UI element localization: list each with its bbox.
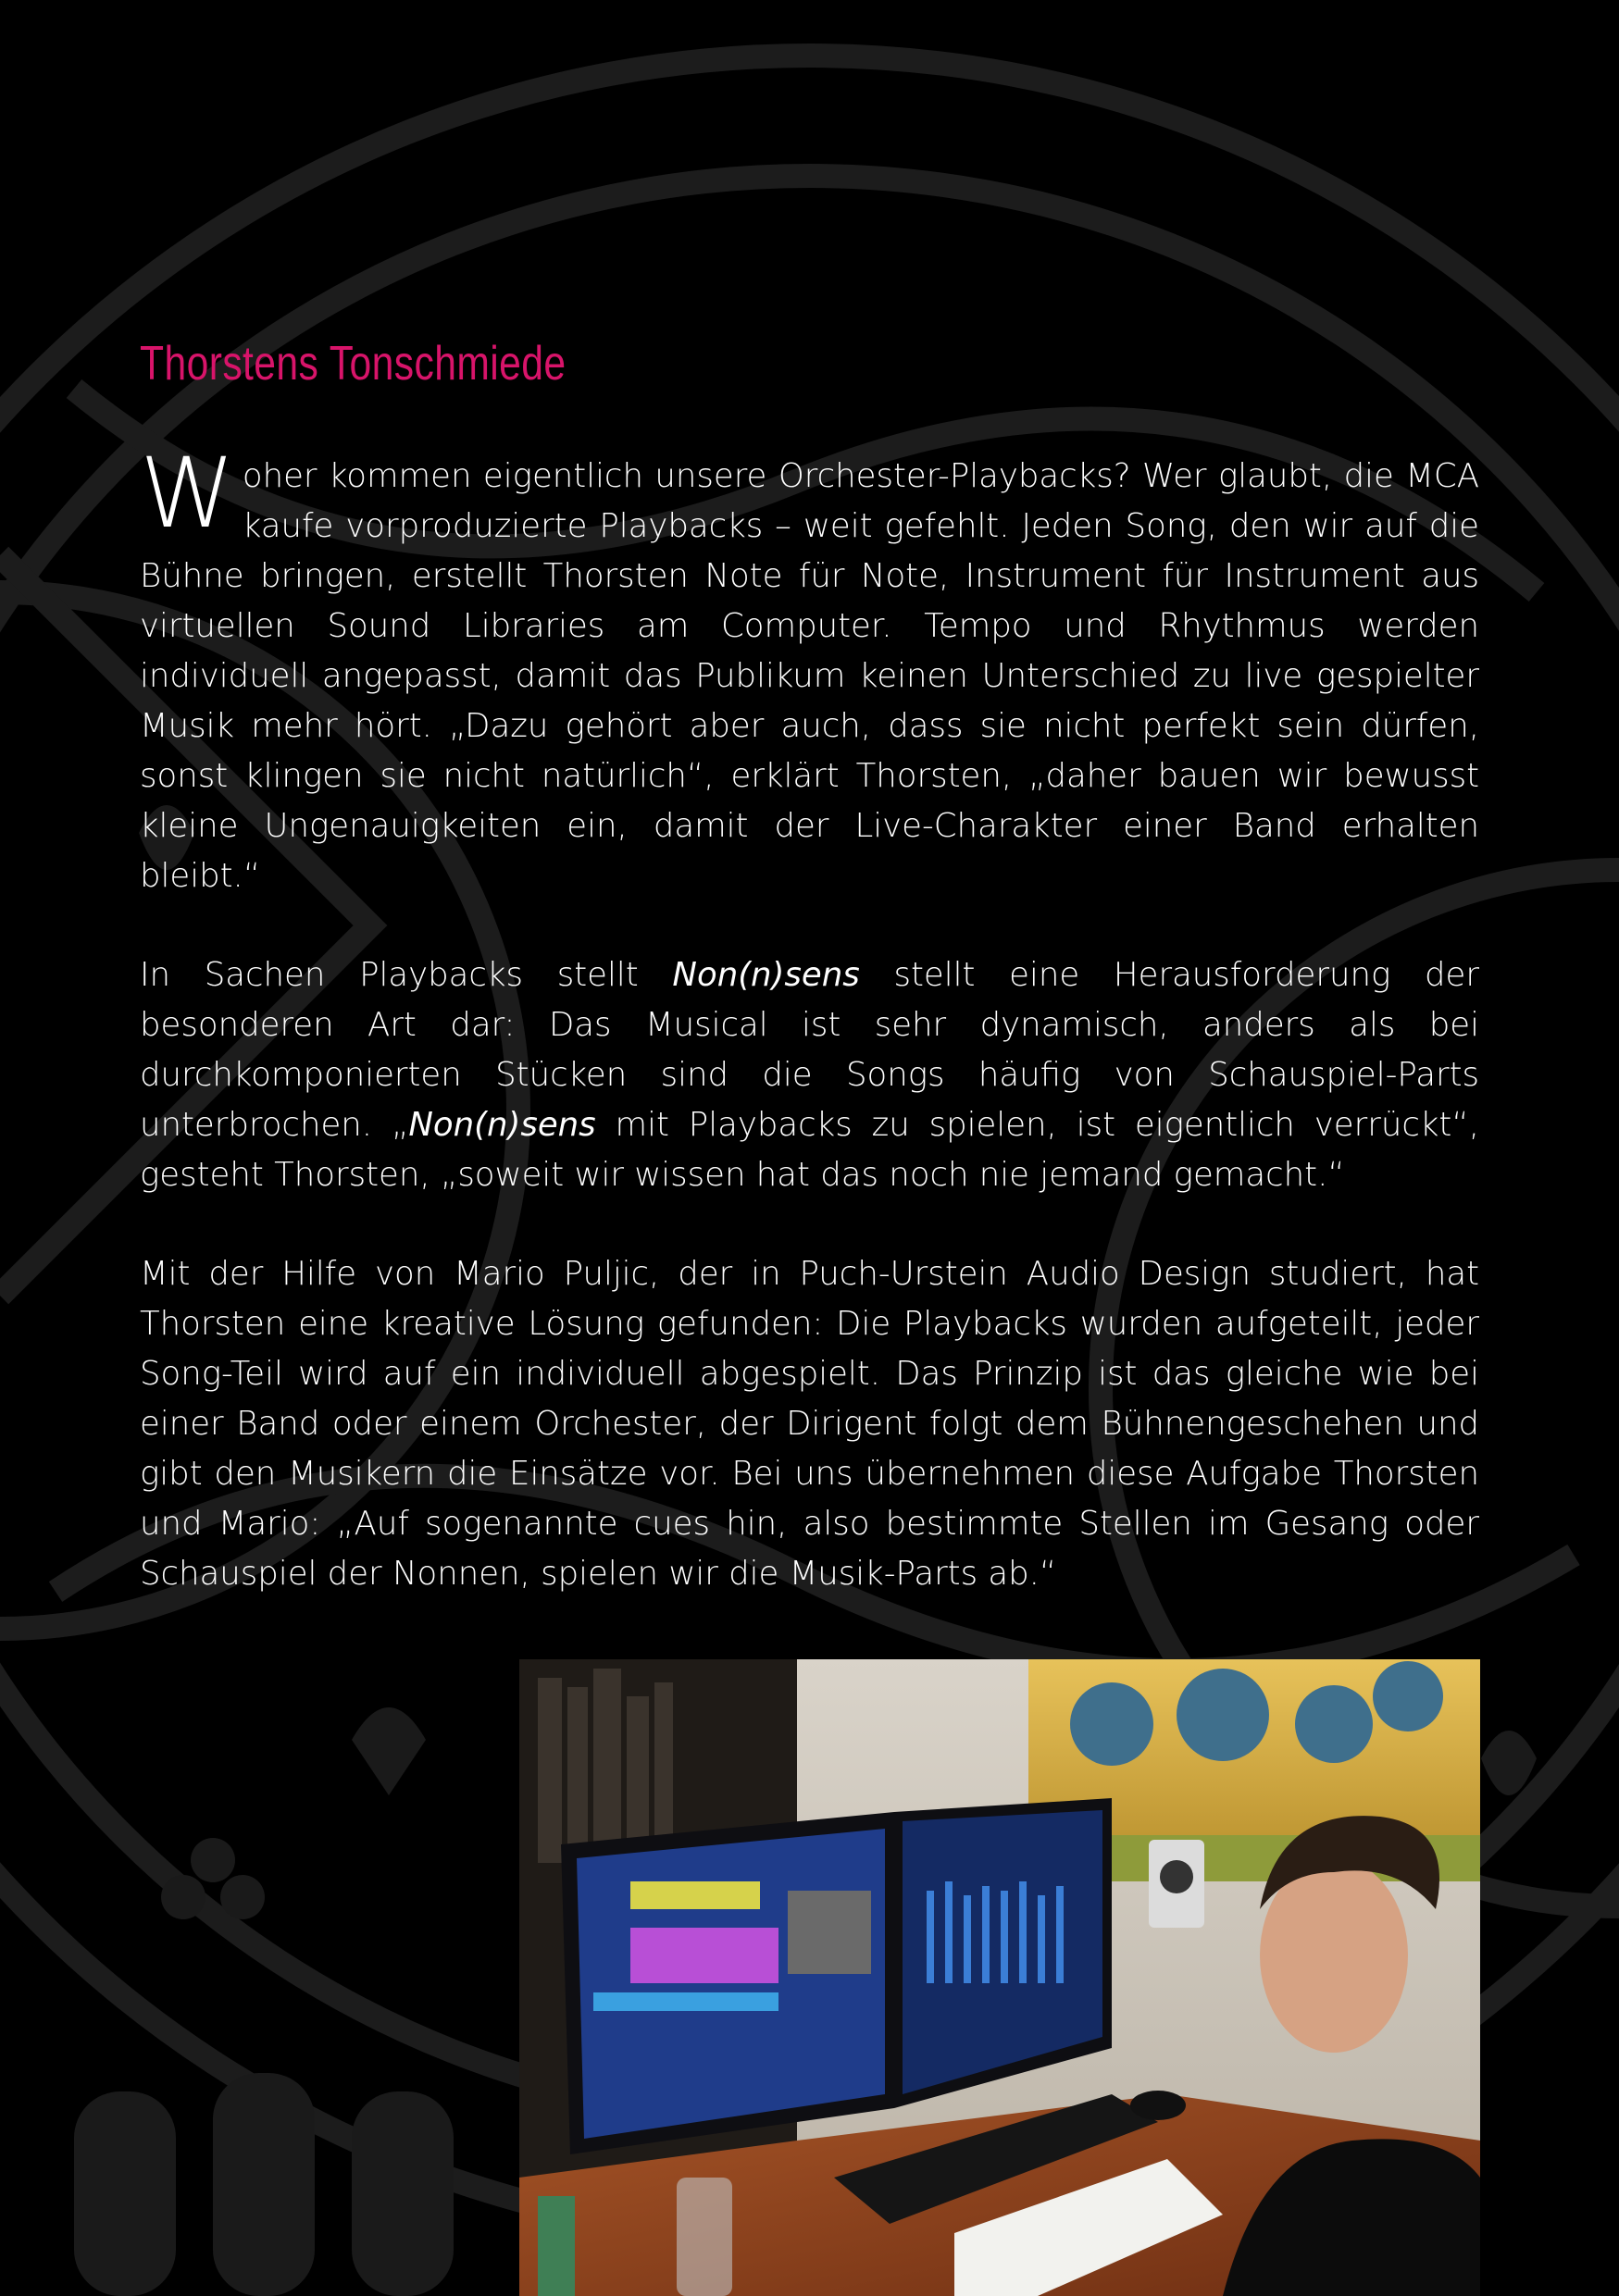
musical-title-2: Non(n)sens [408, 1106, 596, 1144]
ornament-candle-3 [352, 2091, 454, 2296]
ornament-candle-2 [213, 2073, 315, 2296]
paragraph-1 [140, 437, 1479, 901]
glass-cup [677, 2178, 732, 2296]
paragraph-3: Mit der Hilfe von Mario Puljic, der in Puch-Urstein Audio Design studiert, hat Thorsten eine kreative Lösung gefunden: Die Playbacks wurden aufgeteilt, jeder Song-Teil wird auf ein individuell abgespielt. Das Prinzip ist das gleiche wie bei einer Band oder einem Orchester, der Dirigent folgt dem Bühnengeschehen und gibt den Musikern die Einsätze vor. Bei uns übernehmen diese Aufgabe Thorsten und Mario: „Auf sogenannte cues hin, also bestimmte Stellen im Gesang oder Schauspiel der Nonnen, spielen wir die Musik-Parts ab.“ [140, 1255, 1479, 1593]
paragraph-1-text: oher kommen eigentlich unsere Orchester-Playbacks? Wer glaubt, die MCA kaufe vorproduzierte Playbacks – weit gefehlt. Jeden Song, den wir auf die Bühne bringen, erstellt Thorsten Note für Note, Instrument für Instrument aus virtuellen Sound Libraries am Computer. Tempo und Rhythmus werden individuell angepasst, damit das Publikum keinen Unterschied zu live gespielter Musik mehr hört. „Dazu gehört aber auch, dass sie nicht perfekt sein dürfen, sonst klingen sie nicht natürlich“, erklärt Thorsten, „daher bauen wir bewusst kleine Ungenauigkeiten ein, damit der Live-Charakter einer Band erhalten bleibt.“ [140, 457, 1479, 895]
article-heading: Thorstens Tonschmiede [140, 337, 567, 391]
mouse [1130, 2091, 1186, 2120]
ornament-club-2 [220, 1875, 265, 1919]
ornament-club-3 [161, 1875, 205, 1919]
ornament-spade [352, 1707, 426, 1795]
paragraph-2-part-c: mit Playbacks zu spielen, ist eigentlich verrückt“, gesteht Thorsten, „soweit wir wissen hat das noch nie jemand gemacht.“ [140, 1106, 1479, 1194]
monitor-left [561, 1812, 894, 2154]
musical-title-1: Non(n)sens [672, 956, 860, 994]
studio-photo-illustration [519, 1659, 1480, 2296]
ornament-club-1 [191, 1838, 235, 1882]
speaker-cone [1160, 1860, 1193, 1893]
bottle [538, 2196, 575, 2296]
paragraph-2-part-b: stellt eine Herausforderung der besonderen Art dar: Das Musical ist sehr dynamisch, anders als bei durchkomponierten Stücken sind die Songs häufig von Schauspiel-Parts unterbrochen. „ [140, 956, 1479, 1144]
article [140, 335, 1479, 1599]
ornament-candle-1 [74, 2091, 176, 2296]
paragraph-2 [140, 950, 1479, 1200]
paragraph-2-part-a: In Sachen Playbacks stellt [140, 956, 673, 994]
drop-cap: W [140, 437, 235, 550]
studio-photo [519, 1659, 1480, 2296]
